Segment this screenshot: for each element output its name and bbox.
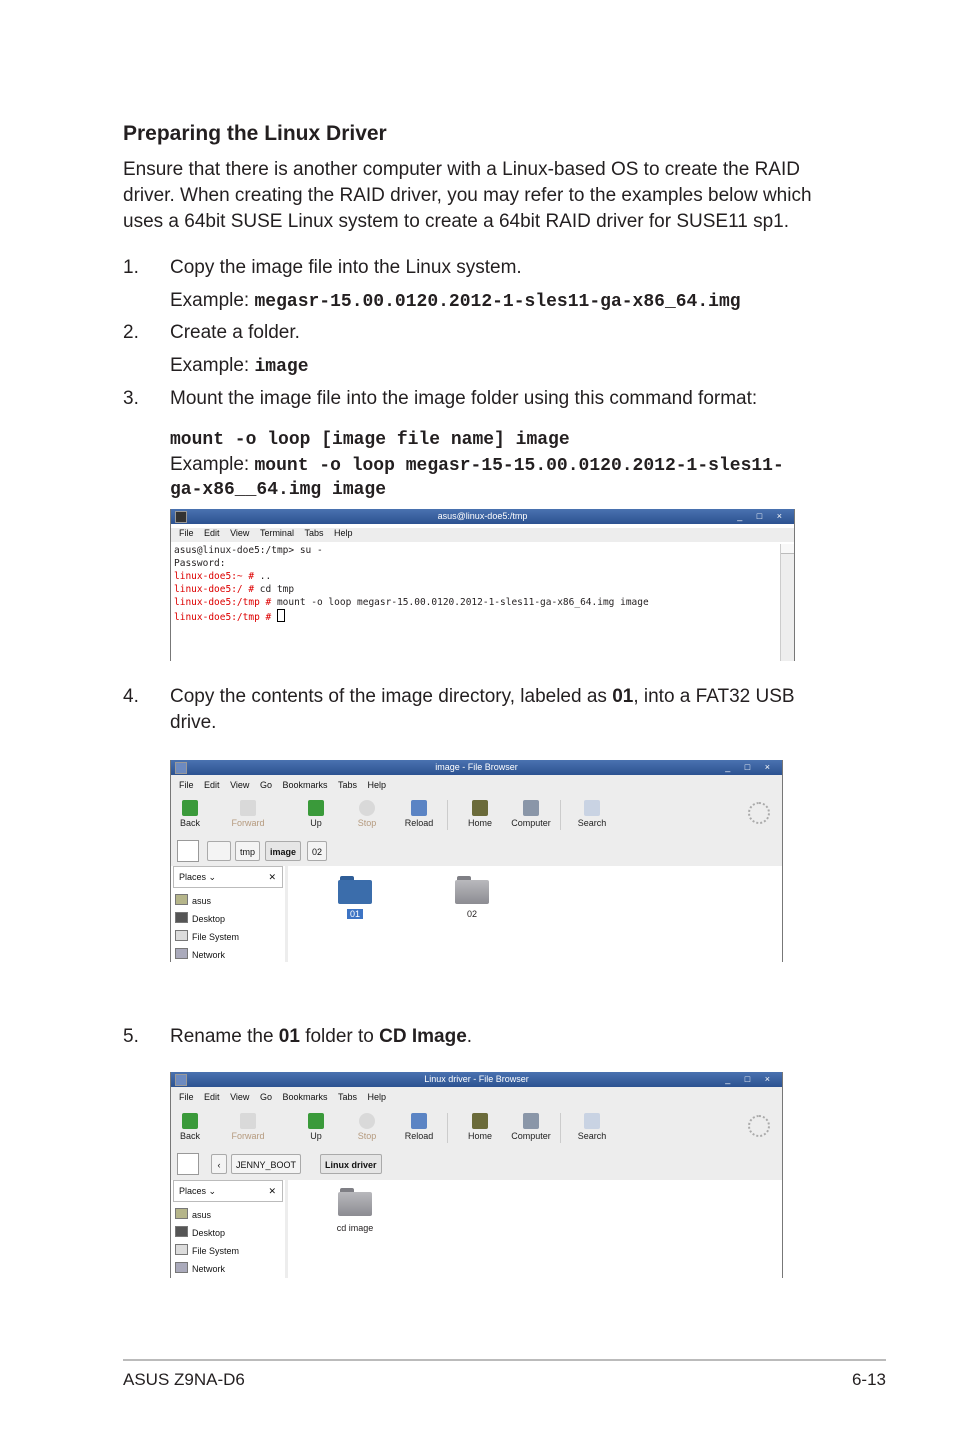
network-icon: [175, 948, 188, 959]
fb2-titlebar: [171, 1072, 782, 1087]
terminal-line: linux-doe5:~ # ..: [174, 571, 272, 582]
menu-file[interactable]: File: [179, 528, 194, 538]
menu-tabs[interactable]: Tabs: [304, 528, 324, 538]
place-filesystem[interactable]: File System: [175, 929, 239, 945]
search-button[interactable]: Search: [567, 1113, 617, 1141]
menu-bookmarks[interactable]: Bookmarks: [282, 780, 328, 790]
step-2-number: 2.: [123, 322, 139, 343]
folder-02-label[interactable]: 02: [466, 909, 477, 919]
fb2-menubar: [171, 1092, 782, 1106]
reload-icon: [411, 800, 427, 816]
reload-icon: [411, 1113, 427, 1129]
stop-icon: [359, 1113, 375, 1129]
path-toggle-icon[interactable]: [207, 841, 231, 861]
window-controls[interactable]: _ □ ×: [725, 1074, 776, 1084]
example-label: Example:: [170, 454, 250, 475]
place-desktop[interactable]: Desktop: [175, 1225, 225, 1241]
menu-go[interactable]: Go: [259, 780, 272, 790]
fb1-menubar: [171, 780, 782, 794]
terminal-menubar: [171, 528, 794, 542]
terminal-line: linux-doe5:/ # cd tmp: [174, 584, 295, 595]
section-heading: Preparing the Linux Driver: [123, 122, 387, 145]
folder-01-label[interactable]: 01: [325, 909, 385, 919]
fb2-toolbar: [171, 1113, 782, 1145]
home-folder-icon: [175, 1208, 188, 1219]
menu-view[interactable]: View: [230, 780, 250, 790]
menu-terminal[interactable]: Terminal: [259, 528, 294, 538]
search-icon: [584, 800, 600, 816]
places-dropdown[interactable]: Places ⌄ ✕: [173, 1180, 283, 1202]
terminal-line: linux-doe5:/tmp #: [174, 609, 780, 624]
home-icon: [472, 1113, 488, 1129]
edit-location-icon[interactable]: [177, 840, 199, 862]
folder-cd-image-label[interactable]: cd image: [336, 1223, 374, 1233]
computer-icon: [523, 800, 539, 816]
places-sidebar: [171, 1180, 285, 1278]
menu-view[interactable]: View: [230, 1092, 250, 1102]
terminal-icon: [175, 511, 187, 523]
footer-product: ASUS Z9NA-D6: [123, 1370, 245, 1389]
drive-icon: [175, 1244, 188, 1255]
menu-edit[interactable]: Edit: [204, 528, 220, 538]
example-code-cont: ga-x86__64.img image: [170, 480, 387, 500]
footer-rule: [123, 1359, 886, 1361]
reload-button[interactable]: Reload: [394, 1113, 444, 1141]
drive-icon: [175, 930, 188, 941]
step-1-example: [170, 290, 741, 312]
terminal-scrollbar[interactable]: [780, 544, 794, 661]
up-button[interactable]: Up: [291, 800, 341, 828]
menu-file[interactable]: File: [179, 1092, 194, 1102]
places-sidebar: [171, 866, 285, 962]
intro-paragraph: Ensure that there is another computer with a Linux-based OS to create the RAID driver. When creating the RAID driver, you may refer to the examples below which uses a 64bit SUSE Linux system to create a 64bit RAID driver for SUSE11 sp1.: [123, 159, 812, 232]
menu-tabs[interactable]: Tabs: [338, 780, 358, 790]
menu-edit[interactable]: Edit: [204, 1092, 220, 1102]
terminal-window: [170, 509, 795, 661]
stop-button[interactable]: Stop: [342, 800, 392, 828]
terminal-line: asus@linux-doe5:/tmp> su -: [174, 545, 323, 556]
step-5-number: 5.: [123, 1026, 139, 1047]
computer-button[interactable]: Computer: [506, 800, 556, 828]
terminal-line: linux-doe5:/tmp # mount -o loop megasr-15.00.0120.2012-1-sles11-ga-x86_64.img image: [174, 597, 649, 608]
desktop-icon: [175, 912, 188, 923]
terminal-line: Password:: [174, 558, 226, 569]
example-code: image: [254, 357, 309, 377]
step-3-text: Mount the image file into the image folder using this command format:: [170, 388, 758, 409]
menu-file[interactable]: File: [179, 780, 194, 790]
place-filesystem[interactable]: File System: [175, 1243, 239, 1259]
example-code: mount -o loop megasr-15-15.00.0120.2012-1-sles11-: [254, 456, 784, 476]
forward-button[interactable]: Forward: [223, 800, 273, 828]
example-label: Example:: [170, 290, 250, 311]
forward-arrow-icon: [240, 800, 256, 816]
fb1-toolbar: [171, 800, 782, 832]
path-button-tmp[interactable]: tmp: [235, 841, 260, 861]
stop-button[interactable]: Stop: [342, 1113, 392, 1141]
command-format: mount -o loop [image file name] image: [170, 430, 570, 450]
home-button[interactable]: Home: [455, 1113, 505, 1141]
terminal-output[interactable]: [171, 544, 780, 661]
search-icon: [584, 1113, 600, 1129]
path-button-02[interactable]: 02: [307, 841, 327, 861]
fb2-title: Linux driver - File Browser: [424, 1074, 529, 1084]
close-icon: ✕: [268, 872, 276, 882]
step-5-text: Rename the 01 folder to CD Image.: [170, 1026, 473, 1047]
folder-app-icon: [175, 762, 187, 774]
place-network[interactable]: Network: [175, 1261, 225, 1277]
step-4-number: 4.: [123, 686, 139, 707]
menu-edit[interactable]: Edit: [204, 780, 220, 790]
search-button[interactable]: Search: [567, 800, 617, 828]
menu-tabs[interactable]: Tabs: [338, 1092, 358, 1102]
example-code: megasr-15.00.0120.2012-1-sles11-ga-x86_64.img: [254, 292, 741, 312]
back-arrow-icon: [182, 1113, 198, 1129]
forward-button[interactable]: Forward: [223, 1113, 273, 1141]
folder-icon[interactable]: [338, 1188, 372, 1216]
example-label: Example:: [170, 355, 250, 376]
desktop-icon: [175, 1226, 188, 1237]
computer-button[interactable]: Computer: [506, 1113, 556, 1141]
step-3-number: 3.: [123, 388, 139, 409]
path-button-image[interactable]: image: [265, 841, 301, 861]
back-arrow-icon: [182, 800, 198, 816]
menu-go[interactable]: Go: [259, 1092, 272, 1102]
place-asus[interactable]: asus: [175, 1207, 211, 1223]
step-1-number: 1.: [123, 257, 139, 278]
home-icon: [472, 800, 488, 816]
path-back-button[interactable]: ‹: [211, 1154, 227, 1174]
edit-location-icon[interactable]: [177, 1153, 199, 1175]
close-icon: ✕: [268, 1186, 276, 1196]
path-button-jenny-boot[interactable]: JENNY_BOOT: [231, 1154, 301, 1174]
spinner-icon: [748, 802, 770, 824]
forward-arrow-icon: [240, 1113, 256, 1129]
menu-help[interactable]: Help: [367, 780, 387, 790]
folder-app-icon: [175, 1074, 187, 1086]
reload-button[interactable]: Reload: [394, 800, 444, 828]
menu-view[interactable]: View: [230, 528, 250, 538]
menu-help[interactable]: Help: [367, 1092, 387, 1102]
terminal-title: asus@linux-doe5:/tmp: [437, 511, 528, 521]
folder-icon[interactable]: [455, 876, 489, 904]
spinner-icon: [748, 1115, 770, 1137]
home-folder-icon: [175, 894, 188, 905]
cursor: [277, 609, 285, 622]
step-2-example: [170, 355, 309, 377]
step-3-example: [170, 454, 784, 476]
path-button-linux-driver[interactable]: Linux driver: [320, 1154, 382, 1174]
step-1-text: Copy the image file into the Linux system.: [170, 257, 522, 278]
places-dropdown[interactable]: Places ⌄ ✕: [173, 866, 283, 888]
folder-icon[interactable]: [338, 876, 372, 904]
file-browser-window-2: [170, 1072, 783, 1278]
place-network[interactable]: Network: [175, 947, 225, 962]
back-button[interactable]: Back: [170, 800, 215, 828]
network-icon: [175, 1262, 188, 1273]
menu-bookmarks[interactable]: Bookmarks: [282, 1092, 328, 1102]
scroll-up-icon[interactable]: [781, 544, 794, 554]
file-browser-window-1: [170, 760, 783, 962]
place-asus[interactable]: asus: [175, 893, 211, 909]
window-controls[interactable]: _ □ ×: [737, 511, 788, 521]
step-4-text: Copy the contents of the image directory, labeled as 01, into a FAT32 USB: [170, 686, 795, 707]
menu-help[interactable]: Help: [334, 528, 353, 538]
back-button[interactable]: Back: [170, 1113, 215, 1141]
fb1-content: [288, 866, 782, 962]
fb1-titlebar: [171, 760, 782, 775]
up-button[interactable]: Up: [291, 1113, 341, 1141]
window-controls[interactable]: _ □ ×: [725, 762, 776, 772]
footer-page-number: 6-13: [851, 1370, 886, 1389]
step-4-text-cont: drive.: [170, 712, 217, 733]
terminal-titlebar: [171, 509, 794, 524]
step-2-text: Create a folder.: [170, 322, 300, 343]
up-arrow-icon: [308, 1113, 324, 1129]
fb2-content: [288, 1180, 782, 1278]
home-button[interactable]: Home: [455, 800, 505, 828]
fb1-title: image - File Browser: [435, 762, 518, 772]
computer-icon: [523, 1113, 539, 1129]
up-arrow-icon: [308, 800, 324, 816]
stop-icon: [359, 800, 375, 816]
place-desktop[interactable]: Desktop: [175, 911, 225, 927]
